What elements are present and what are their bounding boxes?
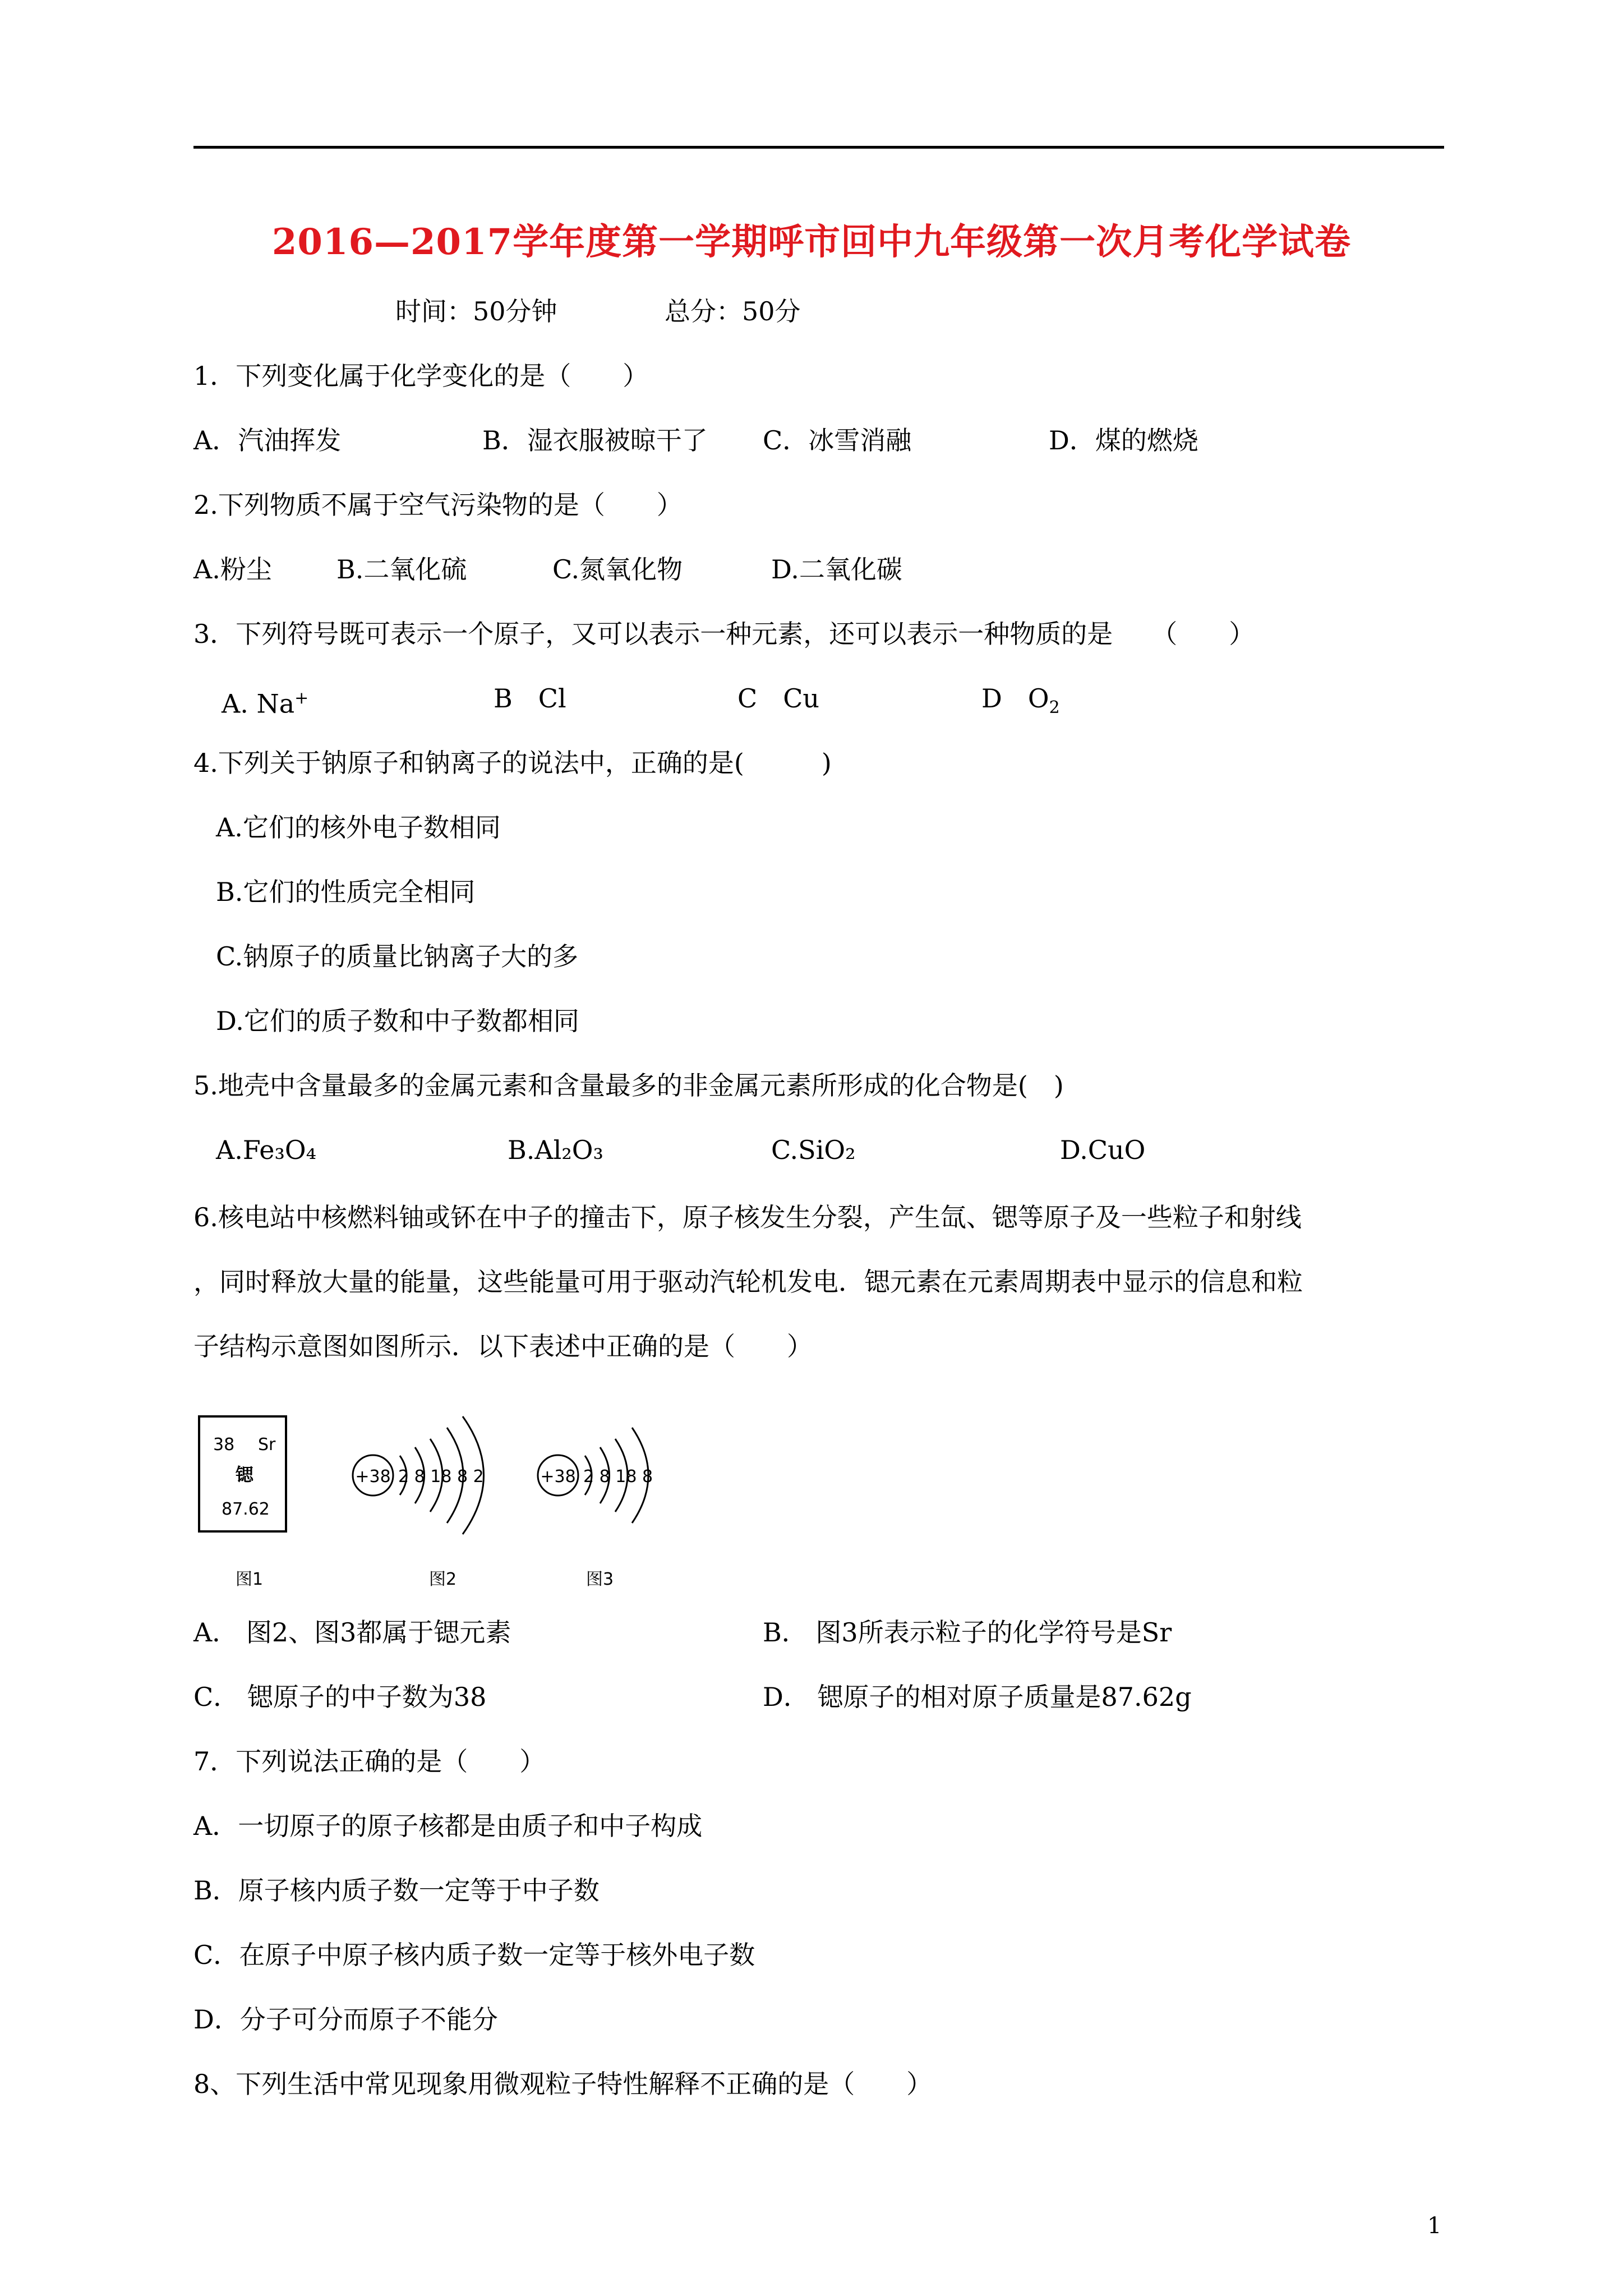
strontium-figure bbox=[193, 1402, 698, 1599]
q6-option-c: C． 锶原子的中子数为38 bbox=[193, 1682, 487, 1712]
q7-option-a: A．一切原子的原子核都是由质子和中子构成 bbox=[193, 1811, 703, 1841]
q2-option-c: C.氮氧化物 bbox=[552, 554, 683, 585]
q6-option-b: B． 图3所表示粒子的化学符号是Sr bbox=[763, 1617, 1172, 1648]
q3-option-c: C Cu bbox=[737, 683, 820, 714]
q2-option-a: A.粉尘 bbox=[193, 554, 272, 585]
charge-superscript: + bbox=[294, 688, 309, 708]
question-2-stem: 2.下列物质不属于空气污染物的是（ ） bbox=[193, 490, 683, 520]
subscript: 2 bbox=[1049, 698, 1060, 718]
figure-caption-3: 图3 bbox=[586, 1570, 614, 1589]
q2-option-b: B.二氧化硫 bbox=[336, 554, 467, 585]
q4-option-d: D.它们的质子数和中子数都相同 bbox=[216, 1006, 579, 1036]
score-label: 总分：50分 bbox=[665, 296, 801, 326]
question-6-stem-line-2: ，同时释放大量的能量，这些能量可用于驱动汽轮机发电．锶元素在元素周期表中显示的信息和粒 bbox=[193, 1267, 1303, 1297]
q4-option-c: C.钠原子的质量比钠离子大的多 bbox=[216, 941, 579, 972]
q5-option-a: A.Fe₃O₄ bbox=[216, 1135, 317, 1165]
q5-option-d: D.CuO bbox=[1060, 1135, 1146, 1165]
q1-option-d: D．煤的燃烧 bbox=[1049, 425, 1198, 455]
element-name: 锶 bbox=[236, 1464, 254, 1485]
atom-shell-electrons: 2 8 18 8 2 bbox=[398, 1467, 484, 1487]
q5-option-b: B.Al₂O₃ bbox=[508, 1135, 603, 1165]
q1-option-c: C．冰雪消融 bbox=[763, 425, 912, 455]
exam-title: 2016—2017学年度第一学期呼市回中九年级第一次月考化学试卷 bbox=[271, 221, 1352, 263]
element-mass: 87.62 bbox=[222, 1499, 270, 1519]
q6-option-d: D． 锶原子的相对原子质量是87.62g bbox=[763, 1682, 1192, 1712]
question-3-stem: 3．下列符号既可表示一个原子，又可以表示一种元素，还可以表示一种物质的是 （ ） bbox=[193, 619, 1255, 649]
atom-nucleus-charge: +38 bbox=[355, 1467, 391, 1487]
q7-option-b: B．原子核内质子数一定等于中子数 bbox=[193, 1875, 600, 1906]
q3-option-d bbox=[981, 682, 1060, 725]
q3-option-a-text: A. Na bbox=[222, 688, 295, 719]
question-4-stem: 4.下列关于钠原子和钠离子的说法中，正确的是( ) bbox=[193, 748, 832, 778]
q7-option-d: D．分子可分而原子不能分 bbox=[193, 2004, 498, 2035]
question-1-stem: 1．下列变化属于化学变化的是（ ） bbox=[193, 361, 649, 391]
q3-option-a bbox=[222, 682, 308, 720]
q1-option-a: A．汽油挥发 bbox=[193, 425, 342, 455]
ion-nucleus-charge: +38 bbox=[540, 1467, 576, 1487]
page-number: 1 bbox=[1427, 2213, 1442, 2239]
header-rule bbox=[193, 146, 1444, 149]
question-8-stem: 8、下列生活中常见现象用微观粒子特性解释不正确的是（ ） bbox=[193, 2069, 933, 2099]
q2-option-d: D.二氧化碳 bbox=[771, 554, 902, 585]
question-7-stem: 7．下列说法正确的是（ ） bbox=[193, 1746, 546, 1777]
q1-option-b: B．湿衣服被晾干了 bbox=[482, 425, 708, 455]
q4-option-a: A.它们的核外电子数相同 bbox=[216, 812, 501, 843]
q3-option-b: B Cl bbox=[494, 683, 566, 714]
figure-caption-1: 图1 bbox=[236, 1570, 264, 1589]
element-symbol: Sr bbox=[258, 1435, 276, 1455]
time-label: 时间：50分钟 bbox=[395, 296, 557, 326]
figure-caption-2: 图2 bbox=[429, 1570, 457, 1589]
q5-option-c: C.SiO₂ bbox=[771, 1135, 856, 1165]
element-number: 38 bbox=[213, 1435, 235, 1455]
q3-option-d-text: D O bbox=[981, 683, 1049, 714]
ion-shell-electrons: 2 8 18 8 bbox=[583, 1467, 653, 1487]
question-6-stem-line-3: 子结构示意图如图所示．以下表述中正确的是（ ） bbox=[193, 1331, 813, 1361]
q4-option-b: B.它们的性质完全相同 bbox=[216, 877, 476, 907]
q7-option-c: C．在原子中原子核内质子数一定等于核外电子数 bbox=[193, 1940, 755, 1970]
question-6-stem-line-1: 6.核电站中核燃料铀或钚在中子的撞击下，原子核发生分裂，产生氙、锶等原子及一些粒子和射线 bbox=[193, 1202, 1302, 1232]
q6-option-a: A． 图2、图3都属于锶元素 bbox=[193, 1617, 511, 1648]
question-5-stem: 5.地壳中含量最多的金属元素和含量最多的非金属元素所形成的化合物是( ) bbox=[193, 1070, 1064, 1101]
